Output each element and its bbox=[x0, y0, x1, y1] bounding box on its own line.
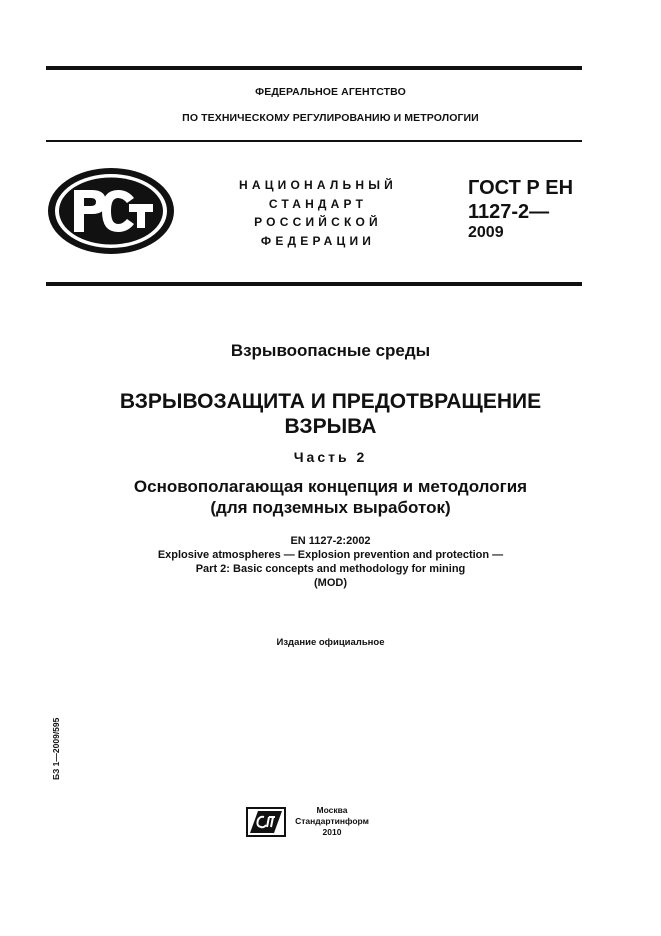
masthead-bottom-rule bbox=[46, 282, 582, 286]
standard-type-line-1: НАЦИОНАЛЬНЫЙ bbox=[238, 178, 398, 192]
part-subtitle-line-1: Основополагающая концепция и методология bbox=[133, 477, 528, 496]
standard-type-line-3: РОССИЙСКОЙ bbox=[254, 215, 382, 229]
designation-line-1: ГОСТ Р ЕН bbox=[468, 177, 574, 199]
standard-type-line-4: ФЕДЕРАЦИИ bbox=[260, 233, 376, 248]
standard-type bbox=[228, 176, 408, 250]
en-code: EN 1127-2:2002 bbox=[290, 535, 371, 547]
main-title-line-2: ВЗРЫВА bbox=[284, 415, 377, 438]
top-rule bbox=[46, 66, 582, 70]
publisher-name: Стандартинформ bbox=[295, 816, 369, 826]
standartinform-logo-icon bbox=[246, 807, 286, 837]
part-subtitle bbox=[0, 476, 661, 518]
publisher-city: Москва bbox=[316, 805, 348, 815]
gost-logo bbox=[46, 166, 176, 256]
publisher-logo bbox=[246, 807, 286, 837]
publisher-year: 2010 bbox=[322, 827, 342, 837]
designation-line-2: 1127-2— bbox=[468, 201, 550, 223]
en-title-line-1: Explosive atmospheres — Explosion prevention and protection — bbox=[157, 549, 504, 561]
side-code: БЗ 1—2009/595 bbox=[51, 717, 61, 780]
part-label: Часть 2 bbox=[293, 449, 368, 465]
standard-type-line-2: СТАНДАРТ bbox=[268, 196, 368, 211]
main-title bbox=[0, 389, 661, 439]
publisher-info bbox=[292, 805, 372, 838]
en-modification: (MOD) bbox=[314, 577, 347, 589]
agency-line-1: ФЕДЕРАЛЬНОЕ АГЕНТСТВО bbox=[255, 86, 406, 98]
header-rule bbox=[46, 140, 582, 142]
designation-year: 2009 bbox=[468, 224, 504, 241]
main-title-line-1: ВЗРЫВОЗАЩИТА И ПРЕДОТВРАЩЕНИЕ bbox=[119, 390, 542, 413]
gost-rst-emblem-icon bbox=[46, 166, 176, 256]
subject-title: Взрывоопасные среды bbox=[230, 341, 431, 360]
agency-line-2: ПО ТЕХНИЧЕСКОМУ РЕГУЛИРОВАНИЮ И МЕТРОЛОГИИ bbox=[182, 112, 479, 124]
part-subtitle-line-2: (для подземных выработок) bbox=[210, 498, 451, 517]
edition-label: Издание официальное bbox=[276, 637, 385, 648]
en-title-line-2: Part 2: Basic concepts and methodology for mining bbox=[195, 563, 466, 575]
standard-designation bbox=[468, 176, 598, 242]
en-reference bbox=[0, 534, 661, 590]
